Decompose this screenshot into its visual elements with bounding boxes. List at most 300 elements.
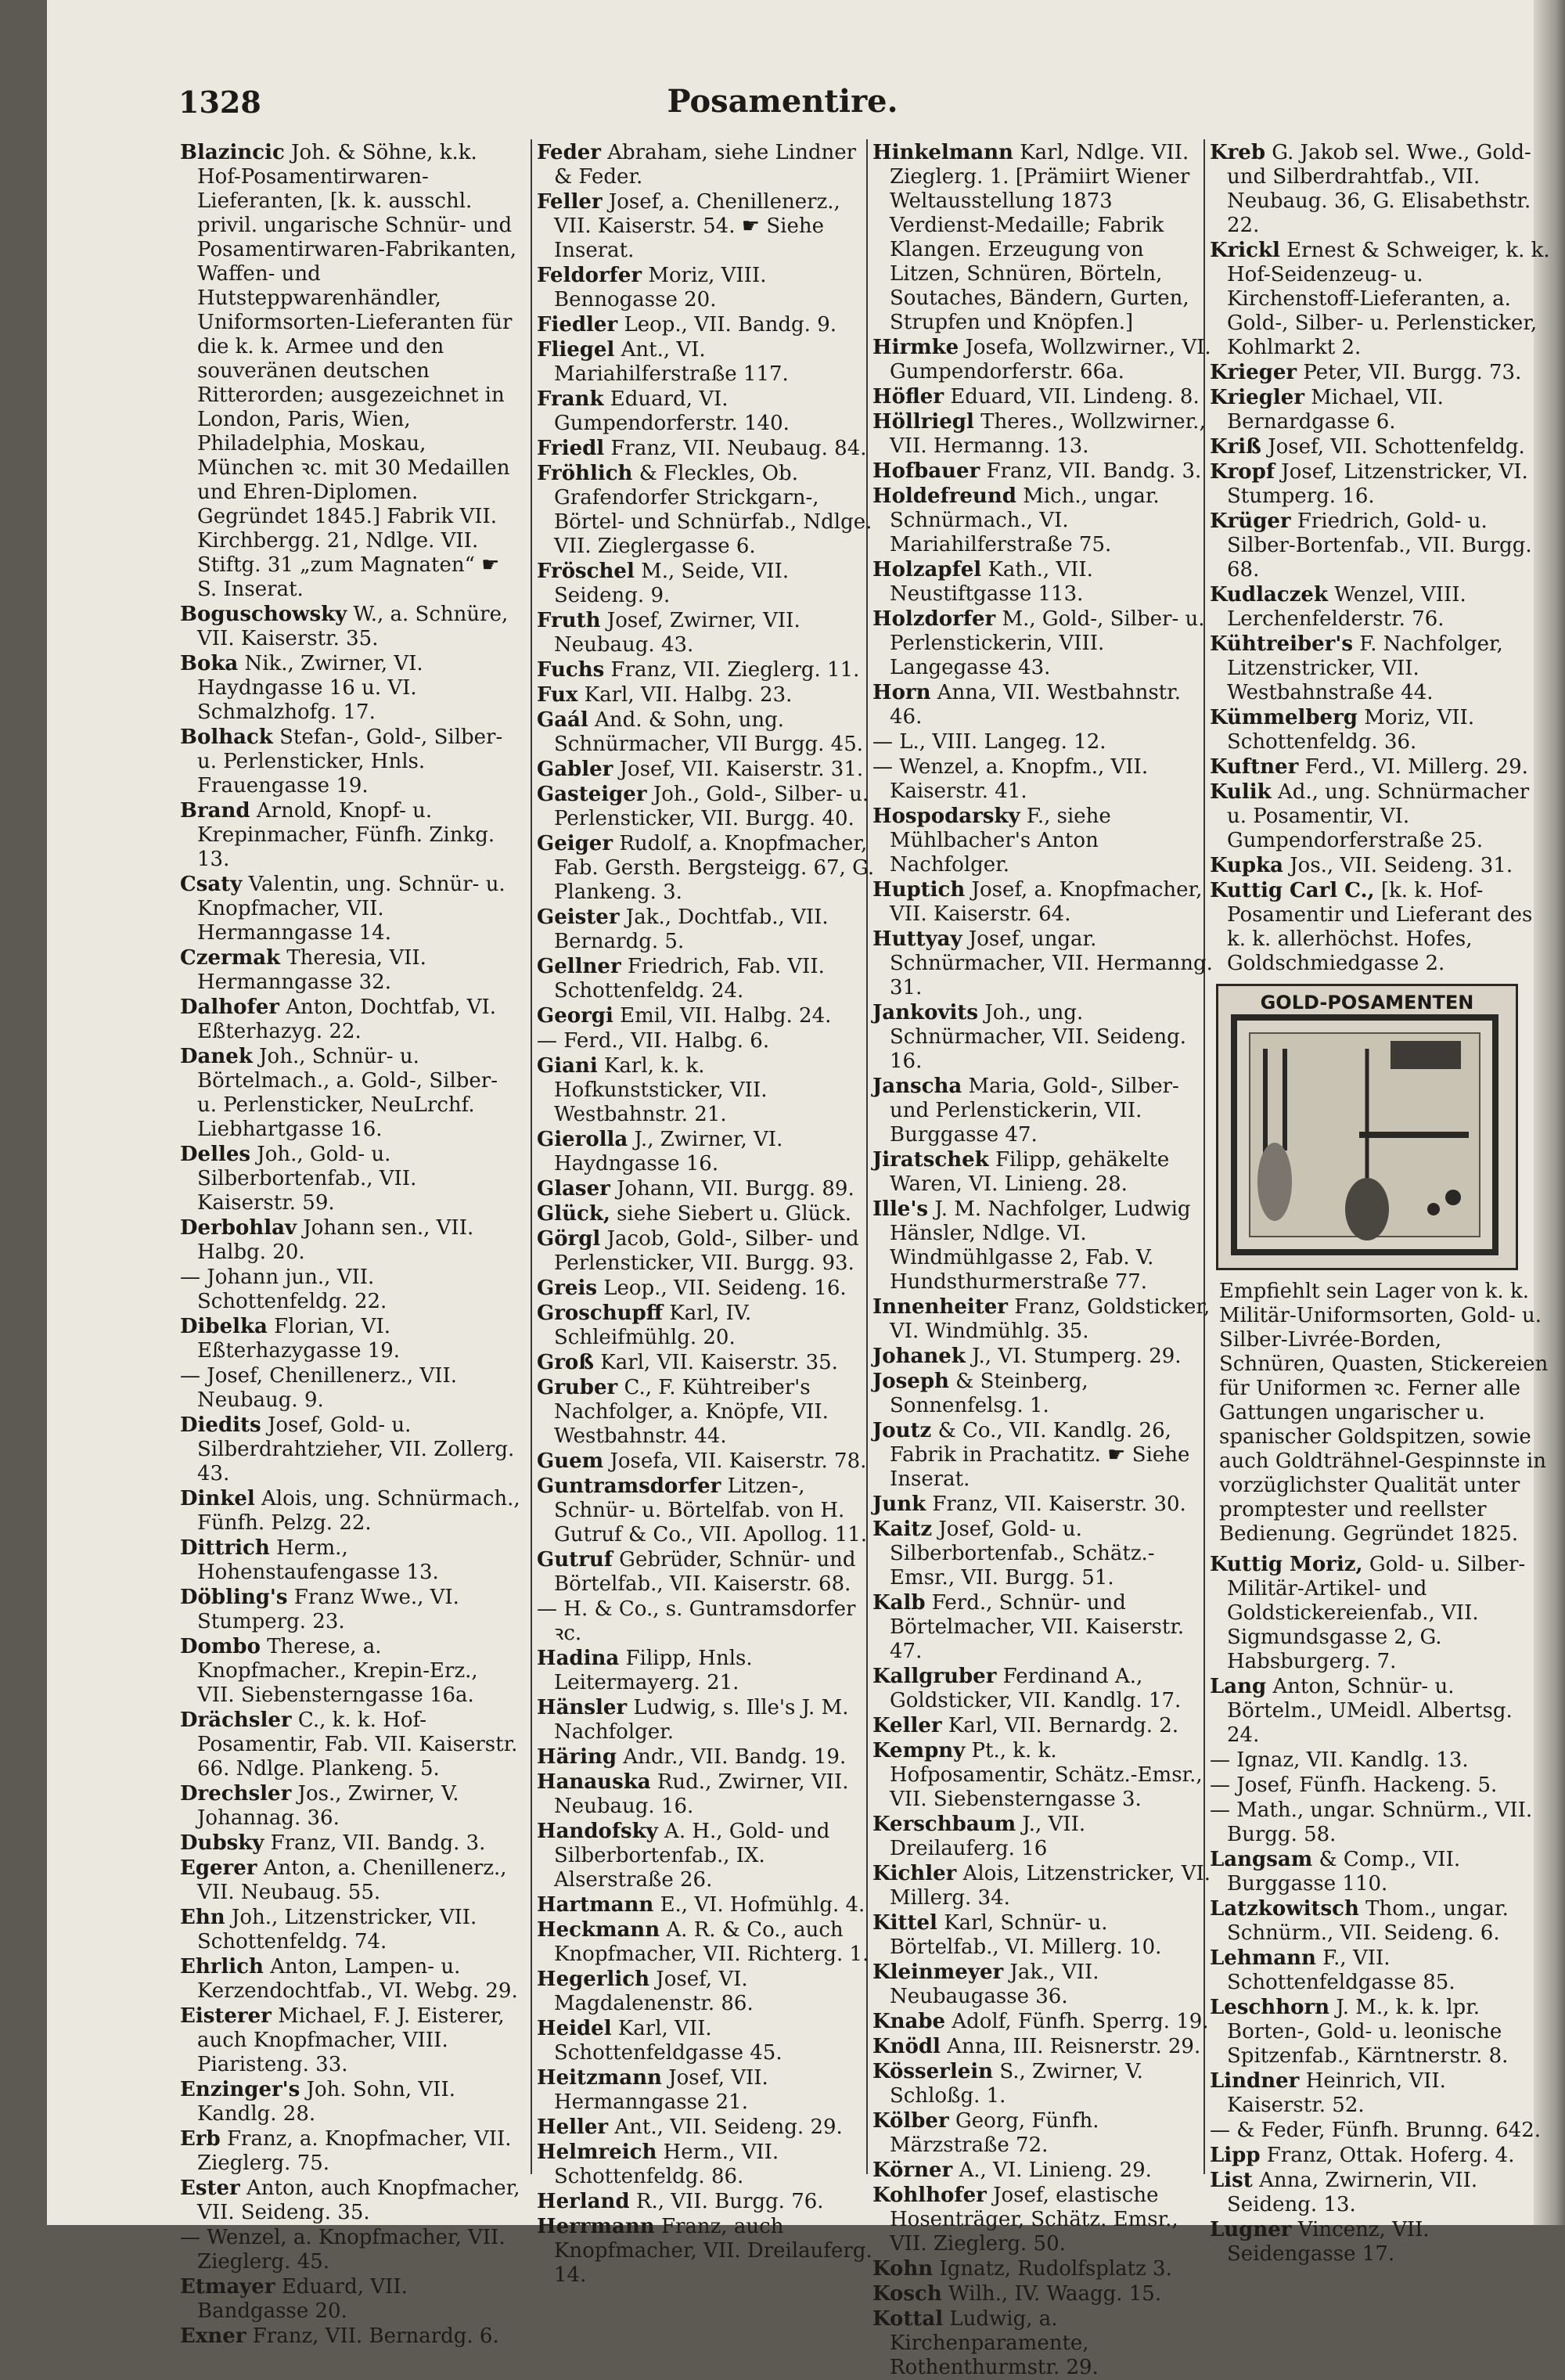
directory-entry <box>872 1345 1214 1369</box>
entry-name: Kottal <box>872 2307 944 2331</box>
entry-text: Eduard, VII. Lindeng. 8. <box>950 385 1200 409</box>
entry-text: — Wenzel, a. Knopfmacher, VII. Zieglerg. 45. <box>180 2226 505 2274</box>
entry-text: Joh., Litzenstricker, VII. Schottenfeldg. 74. <box>197 1906 477 1953</box>
entry-text: Alois, ung. Schnürmach., Fünfh. Pelzg. 22. <box>197 1487 520 1535</box>
directory-entry <box>872 1911 1214 1960</box>
entry-text: Jak., Dochtfab., VII. Bernardg. 5. <box>554 906 829 953</box>
entry-name: Hanauska <box>537 1770 651 1794</box>
entry-text: F., VII. Schottenfeldgasse 85. <box>1227 1946 1455 1994</box>
entry-name: Dibelka <box>180 1315 268 1338</box>
directory-entry <box>180 726 521 798</box>
entry-name: Gabler <box>537 758 613 781</box>
entry-text: Franz, VII. Bandg. 3. <box>986 459 1202 483</box>
directory-entry <box>872 1075 1214 1147</box>
entry-text: — Johann jun., VII. Schottenfeldg. 22. <box>180 1266 387 1313</box>
directory-entry <box>537 1474 878 1547</box>
directory-entry <box>180 946 521 995</box>
directory-entry <box>537 758 878 782</box>
entry-name: Kühtreiber's <box>1210 632 1353 656</box>
entry-name: Fliegel <box>537 338 615 362</box>
entry-text: Ernest & Schweiger, k. k. Hof-Seidenzeug- u. Kirchenstoff-Lieferanten, a. Gold-, Silber- u. Perlensticker, Kohlmarkt 2. <box>1227 239 1550 359</box>
directory-entry <box>872 2307 1214 2380</box>
entry-name: Feller <box>537 190 603 214</box>
directory-entry <box>1210 1897 1551 1946</box>
entry-name: Delles <box>180 1143 251 1166</box>
entry-text: & Co., VII. Kandlg. 26, Fabrik in Prachatitz. ☛ Siehe Inserat. <box>890 1419 1190 1491</box>
entry-text: Theresia, VII. Hermanngasse 32. <box>197 946 426 994</box>
entry-text: Ferd., Schnür- und Börtelmacher, VII. Kaiserstr. 47. <box>890 1591 1185 1663</box>
directory-entry <box>872 878 1214 927</box>
directory-entry <box>1210 1553 1551 1674</box>
directory-entry <box>180 1906 521 1954</box>
entry-name: Holzdorfer <box>872 607 996 631</box>
entry-text: J., Zwirner, VI. Haydngasse 16. <box>554 1128 783 1176</box>
entry-name: Glaser <box>537 1177 610 1201</box>
entry-text: Eduard, VI. Gumpendorferstr. 140. <box>554 387 790 435</box>
directory-entry <box>537 658 878 682</box>
entry-name: Hinkelmann <box>872 141 1013 164</box>
directory-entry <box>180 2275 521 2324</box>
directory-entry <box>537 2115 878 2140</box>
entry-name: Döbling's <box>180 1586 288 1609</box>
directory-entry <box>180 652 521 725</box>
entry-name: Kupka <box>1210 854 1283 877</box>
directory-entry <box>1210 141 1551 238</box>
entry-text: Joh. Sohn, VII. Kandlg. 28. <box>197 2078 455 2126</box>
entry-name: Derbohlav <box>180 1216 297 1240</box>
entry-name: Dombo <box>180 1635 261 1658</box>
entry-name: Innenheiter <box>872 1295 1008 1319</box>
directory-entry <box>537 955 878 1003</box>
directory-entry <box>872 1518 1214 1590</box>
entry-text: J. M., k. k. lpr. Borten-, Gold- u. leonische Spitzenfab., Kärntnerstr. 8. <box>1227 1996 1509 2068</box>
entry-name: Greis <box>537 1276 597 1300</box>
entry-text: Anna, VII. Westbahnstr. 46. <box>890 681 1181 729</box>
directory-entry <box>872 410 1214 459</box>
entry-name: Dubsky <box>180 1831 264 1855</box>
directory-entry <box>1210 755 1551 780</box>
directory-entry <box>1210 2144 1551 2168</box>
entry-text: Franz, VII. Bandg. 3. <box>270 1831 486 1855</box>
directory-entry <box>872 1419 1214 1492</box>
entry-name: Ehrlich <box>180 1955 264 1979</box>
entry-name: Guntramsdorfer <box>537 1474 721 1498</box>
entry-name: Kempny <box>872 1739 966 1762</box>
directory-entry <box>537 609 878 657</box>
directory-entry <box>872 1370 1214 1418</box>
directory-entry <box>1210 854 1551 878</box>
entry-text: Gold- u. Silber-Militär-Artikel- und Goldstickereienfab., VII. Sigmundsgasse 2, G. Habsburgerg. 7. <box>1227 1553 1526 1673</box>
entry-text: & Steinberg, Sonnenfelsg. 1. <box>890 1370 1088 1417</box>
directory-entry <box>180 1487 521 1536</box>
entry-name: Joutz <box>872 1419 932 1442</box>
entry-name: Dinkel <box>180 1487 255 1510</box>
entry-text: Josef, Zwirner, VII. Neubaug. 43. <box>554 609 800 657</box>
directory-entry <box>537 338 878 387</box>
entry-text: Joh. & Söhne, k.k. Hof-Posamentirwaren-Lieferanten, [k. k. ausschl. privil. ungarische Schnür- und Posamentirwaren-Fabrikanten, Waffen- und Hutsteppwarenhändler, Uniformsorten-Lieferanten für die k. k. Armee und den souveränen deutschen Ritterorden; ausgezeichnet in London, Paris, Wien, Philadelphia, Moskau, München ꝛc. mit 30 Medaillen und Ehren-Diplomen. Gegründet 1845.] Fabrik VII. Kirchbergg. 21, Ndlge. VII. Stiftg. 31 „zum Magnaten“ ☛ S. Inserat. <box>197 141 517 601</box>
entry-name: Knödl <box>872 2035 941 2058</box>
entry-text: Mich., ungar. Schnürmach., VI. Mariahilferstraße 75. <box>890 484 1160 556</box>
entry-name: Boguschowsky <box>180 603 347 626</box>
directory-entry <box>180 2226 521 2274</box>
entry-text: C., k. k. Hof-Posamentir, Fab. VII. Kaiserstr. 66. Ndlge. Plankeng. 5. <box>197 1708 518 1780</box>
entry-name: Krickl <box>1210 239 1280 262</box>
entry-name: Hänsler <box>537 1696 628 1719</box>
entry-name: Fuchs <box>537 658 605 682</box>
entry-text: Anton, a. Chenillenerz., VII. Neubaug. 55. <box>197 1856 507 1904</box>
entry-name: Lugner <box>1210 2218 1292 2241</box>
entry-text: siehe Siebert u. Glück. <box>617 1202 851 1226</box>
entry-name: Gutruf <box>537 1548 613 1572</box>
entry-name: Gaál <box>537 708 588 732</box>
entry-name: Kleinmeyer <box>872 1961 1004 1984</box>
entry-text: Vincenz, VII. Seidengasse 17. <box>1227 2218 1430 2266</box>
entry-name: Ehn <box>180 1906 225 1929</box>
directory-entry <box>537 560 878 608</box>
directory-entry <box>537 1128 878 1176</box>
tassel-illustration-icon <box>1218 986 1511 1263</box>
entry-name: Krüger <box>1210 509 1291 533</box>
entry-name: Drechsler <box>180 1782 292 1806</box>
entry-name: Hirmke <box>872 336 959 359</box>
directory-entry <box>537 1696 878 1744</box>
entry-text: F. Nachfolger, Litzenstricker, VII. Westbahnstraße 44. <box>1227 632 1503 704</box>
directory-entry <box>180 1266 521 1314</box>
directory-entry <box>537 1351 878 1375</box>
directory-entry <box>872 927 1214 1000</box>
column-4 <box>1210 141 1551 2266</box>
entry-text: J. M. Nachfolger, Ludwig Hänsler, Ndlge. VI. Windmühlgasse 2, Fab. V. Hundsthurmerstraße 77. <box>890 1197 1191 1294</box>
entry-text: Josef, VII. Kaiserstr. 31. <box>619 758 864 781</box>
entry-text: R., VII. Burgg. 76. <box>635 2190 824 2213</box>
directory-entry <box>537 1029 878 1053</box>
entry-text: Franz, VII. Neubaug. 84. <box>610 437 867 460</box>
directory-entry <box>537 190 878 263</box>
entry-text: J., VII. Dreilauferg. 16 <box>890 1813 1086 1860</box>
directory-entry <box>537 1968 878 2016</box>
entry-name: Friedl <box>537 437 605 460</box>
entry-name: Frank <box>537 387 604 411</box>
directory-entry <box>1210 460 1551 509</box>
directory-entry <box>872 2159 1214 2183</box>
directory-entry <box>180 1143 521 1215</box>
entry-name: Herrmann <box>537 2215 655 2238</box>
directory-entry <box>872 336 1214 384</box>
entry-text: — & Feder, Fünfh. Brunng. 642. <box>1210 2119 1542 2142</box>
entry-text: Moriz, VII. Schottenfeldg. 36. <box>1227 706 1475 754</box>
directory-entry <box>180 1635 521 1708</box>
entry-text: Ferdinand A., Goldsticker, VII. Kandlg. 17. <box>890 1665 1182 1712</box>
directory-entry <box>180 1364 521 1413</box>
directory-entry <box>537 2215 878 2288</box>
entry-name: Heidel <box>537 2017 612 2040</box>
entry-name: Gasteiger <box>537 783 647 806</box>
entry-name: Langsam <box>1210 1848 1313 1871</box>
directory-entry <box>1210 583 1551 632</box>
directory-entry <box>872 2109 1214 2158</box>
entry-text: Emil, VII. Halbg. 24. <box>620 1004 832 1028</box>
entry-text: — Ferd., VII. Halbg. 6. <box>537 1029 770 1053</box>
entry-text: G. Jakob sel. Wwe., Gold- und Silberdrahtfab., VII. Neubaug. 36, G. Elisabethstr. 22. <box>1227 141 1531 237</box>
directory-entry <box>180 141 521 602</box>
entry-text: Josefa, Wollzwirner., VI. Gumpendorferstr. 66a. <box>890 336 1211 383</box>
directory-entry <box>1210 780 1551 853</box>
entry-name: Kaitz <box>872 1518 933 1541</box>
directory-entry <box>872 2257 1214 2281</box>
directory-entry <box>872 2035 1214 2059</box>
entry-name: Kümmelberg <box>1210 706 1358 729</box>
entry-name: Feder <box>537 141 601 164</box>
entry-text: Wilh., IV. Waagg. 15. <box>948 2282 1162 2306</box>
directory-entry <box>1210 2119 1551 2143</box>
directory-entry <box>872 558 1214 607</box>
entry-text: Herm., Hohenstaufengasse 13. <box>197 1536 439 1584</box>
entry-text: Arnold, Knopf- u. Krepinmacher, Fünfh. Zinkg. 13. <box>197 799 495 871</box>
entry-text: Josef, a. Chenillenerz., VII. Kaiserstr. 54. ☛ Siehe Inserat. <box>554 190 840 262</box>
directory-entry <box>872 1148 1214 1197</box>
entry-name: Drächsler <box>180 1708 292 1732</box>
entry-text: Adolf, Fünfh. Sperrg. 19. <box>952 2010 1209 2033</box>
entry-text: Anton, auch Knopfmacher, VII. Seideng. 35. <box>197 2177 520 2224</box>
directory-entry <box>872 2184 1214 2256</box>
entry-text: Johann, VII. Burgg. 89. <box>617 1177 854 1201</box>
entry-name: Huptich <box>872 878 966 902</box>
entry-text: Filipp, Hnls. Leitermayerg. 21. <box>554 1647 753 1694</box>
entry-name: Kölber <box>872 2109 949 2133</box>
entry-text: Leop., VII. Bandg. 9. <box>624 313 837 337</box>
entry-text: Josef, VII. Hermanngasse 21. <box>554 2066 768 2114</box>
entry-name: Feldorfer <box>537 264 642 287</box>
directory-entry <box>537 313 878 337</box>
entry-name: List <box>1210 2169 1253 2192</box>
directory-entry <box>180 1708 521 1781</box>
entry-text: Litzen-, Schnür- u. Börtelfab. von H. Gutruf & Co., VII. Apollog. 11. <box>554 1474 868 1546</box>
entry-text: — Wenzel, a. Knopfm., VII. Kaiserstr. 41. <box>872 755 1149 803</box>
entry-name: Eisterer <box>180 2004 272 2028</box>
entry-text: Friedrich, Fab. VII. Schottenfeldg. 24. <box>554 955 825 1003</box>
entry-name: Junk <box>872 1492 926 1516</box>
entry-text: Rudolf, a. Knopfmacher, Fab. Gersth. Bergsteigg. 67, G. Plankeng. 3. <box>554 832 875 904</box>
directory-entry <box>1210 2169 1551 2217</box>
entry-name: Kösserlein <box>872 2060 994 2083</box>
entry-text: Karl, k. k. Hofkunststicker, VII. Westbahnstr. 21. <box>554 1054 768 1126</box>
entry-text: Jacob, Gold-, Silber- und Perlensticker, VII. Burgg. 93. <box>554 1227 859 1275</box>
directory-entry <box>1210 1946 1551 1995</box>
directory-entry <box>537 1302 878 1350</box>
directory-entry <box>1210 2069 1551 2118</box>
directory-entry <box>180 1315 521 1363</box>
directory-entry <box>180 2004 521 2077</box>
directory-entry <box>872 2060 1214 2108</box>
entry-text: Anton, Dochtfab, VI. Eßterhazyg. 22. <box>197 996 496 1043</box>
entry-text: Moriz, VIII. Bennogasse 20. <box>554 264 767 311</box>
directory-entry <box>180 1782 521 1831</box>
entry-text: Karl, IV. Schleifmühlg. 20. <box>554 1302 752 1349</box>
entry-name: Jankovits <box>872 1001 979 1024</box>
directory-entry <box>180 1413 521 1486</box>
column-4-entries <box>1210 141 1551 976</box>
directory-entry <box>537 1177 878 1201</box>
entry-name: Ille's <box>872 1197 929 1221</box>
entry-text: Franz, VII. Kaiserstr. 30. <box>932 1492 1186 1516</box>
entry-text: Josefa, VII. Kaiserstr. 78. <box>610 1449 867 1473</box>
entry-text: Joh., Schnür- u. Börtelmach., a. Gold-, Silber- u. Perlensticker, NeuLrchf. Liebhartgasse 16. <box>197 1045 498 1141</box>
entry-name: Kuftner <box>1210 755 1299 779</box>
entry-name: Höllriegl <box>872 410 974 434</box>
directory-entry <box>537 462 878 559</box>
entry-name: Jiratschek <box>872 1148 989 1172</box>
entry-name: Giani <box>537 1054 598 1078</box>
directory-entry <box>180 603 521 651</box>
entry-text: Valentin, ung. Schnür- u. Knopfmacher, VII. Hermanngasse 14. <box>197 873 505 945</box>
directory-entry <box>537 1647 878 1695</box>
entry-text: Therese, a. Knopfmacher., Krepin-Erz., VII. Siebensterngasse 16a. <box>197 1635 478 1707</box>
entry-name: Csaty <box>180 873 243 896</box>
directory-entry <box>872 459 1214 484</box>
entry-name: Lang <box>1210 1675 1267 1698</box>
directory-entry <box>872 1714 1214 1738</box>
entry-text: Andr., VII. Bandg. 19. <box>623 1745 847 1769</box>
entry-text: Heinrich, VII. Kaiserstr. 52. <box>1227 2069 1446 2117</box>
entry-name: Kreb <box>1210 141 1266 164</box>
entry-name: Kuttig Moriz, <box>1210 1553 1363 1576</box>
directory-entry <box>872 1961 1214 2009</box>
entry-name: Kallgruber <box>872 1665 997 1688</box>
directory-entry <box>180 2078 521 2126</box>
entry-name: Exner <box>180 2324 246 2348</box>
entry-name: Etmayer <box>180 2275 275 2299</box>
entry-name: Helmreich <box>537 2141 657 2164</box>
entry-name: Fux <box>537 683 578 707</box>
directory-entry <box>1210 879 1551 976</box>
entry-name: Guem <box>537 1449 604 1473</box>
entry-text: Ferd., VI. Millerg. 29. <box>1304 755 1528 779</box>
directory-entry <box>180 2177 521 2225</box>
entry-text: M., Seide, VII. Seideng. 9. <box>554 560 790 607</box>
entry-text: — Math., ungar. Schnürm., VII. Burgg. 58. <box>1210 1799 1533 1846</box>
entry-text: Peter, VII. Burgg. 73. <box>1303 361 1522 384</box>
entry-name: Häring <box>537 1745 617 1769</box>
directory-entry <box>537 1597 878 1646</box>
entry-name: Ester <box>180 2177 240 2200</box>
entry-name: Kosch <box>872 2282 942 2306</box>
entry-text: Josef, Gold- u. Silberbortenfab., Schätz.-Emsr., VII. Burgg. 51. <box>890 1518 1155 1590</box>
entry-text: & Fleckles, Ob. Grafendorfer Strickgarn-, Börtel- und Schnürfab., Ndlge. VII. Zieglergasse 6. <box>554 462 872 558</box>
entry-text: Josef, Gold- u. Silberdrahtzieher, VII. Zollerg. 43. <box>197 1413 515 1485</box>
directory-entry <box>872 1492 1214 1517</box>
directory-entry <box>537 2190 878 2214</box>
entry-name: Kittel <box>872 1911 937 1935</box>
entry-name: Kulik <box>1210 780 1272 804</box>
column-rule <box>531 139 532 2174</box>
entry-name: Heckmann <box>537 1918 660 1942</box>
entry-text: Rud., Zwirner, VII. Neubaug. 16. <box>554 1770 849 1818</box>
entry-name: Kohn <box>872 2257 934 2281</box>
entry-text: & Comp., VII. Burggasse 110. <box>1227 1848 1461 1896</box>
entry-name: Geiger <box>537 832 613 855</box>
column-4-entries-continued <box>1210 1553 1551 2267</box>
directory-entry <box>872 1591 1214 1664</box>
entry-text: Josef, Litzenstricker, VI. Stumperg. 16. <box>1227 460 1528 508</box>
entry-name: Erb <box>180 2127 221 2151</box>
directory-entry <box>1210 1848 1551 1896</box>
directory-entry <box>1210 1773 1551 1798</box>
directory-entry <box>872 2282 1214 2306</box>
directory-entry <box>872 385 1214 409</box>
entry-name: Geister <box>537 906 620 929</box>
entry-name: Groschupff <box>537 1302 664 1325</box>
entry-name: Janscha <box>872 1075 962 1098</box>
entry-text: — Josef, Chenillenerz., VII. Neubaug. 9. <box>180 1364 458 1412</box>
directory-entry <box>872 681 1214 729</box>
entry-name: Lehmann <box>1210 1946 1316 1970</box>
directory-entry <box>537 1054 878 1127</box>
directory-entry <box>180 1045 521 1142</box>
entry-text: Ant., VII. Seideng. 29. <box>614 2115 843 2139</box>
entry-name: Hartmann <box>537 1893 654 1917</box>
page-number: 1328 <box>178 85 261 120</box>
directory-entry <box>180 996 521 1044</box>
entry-name: Hadina <box>537 1647 620 1670</box>
entry-text: Anton, Schnür- u. Börtelm., UMeidl. Albertsg. 24. <box>1227 1675 1513 1747</box>
entry-name: Kalb <box>872 1591 926 1615</box>
entry-text: And. & Sohn, ung. Schnürmacher, VII Burgg. 45. <box>554 708 864 756</box>
entry-text: Jak., VII. Neubaugasse 36. <box>890 1961 1099 2008</box>
entry-text: Franz, VII. Zieglerg. 11. <box>610 658 860 682</box>
directory-entry <box>537 1227 878 1276</box>
entry-name: Latzkowitsch <box>1210 1897 1359 1921</box>
entry-text: Alois, Litzenstricker, VI. Millerg. 34. <box>890 1862 1211 1910</box>
directory-entry <box>872 607 1214 680</box>
directory-entry <box>872 2010 1214 2034</box>
directory-entry <box>537 437 878 461</box>
entry-name: Kriegler <box>1210 386 1305 409</box>
entry-text: Franz, Goldsticker, VI. Windmühlg. 35. <box>890 1295 1211 1343</box>
entry-text: Josef, VII. Schottenfeldg. <box>1268 435 1525 459</box>
directory-entry <box>1210 2218 1551 2267</box>
directory-entry <box>872 1862 1214 1910</box>
entry-text: Jos., Zwirner, V. Johannag. 36. <box>197 1782 459 1830</box>
directory-entry <box>537 1004 878 1028</box>
entry-name: Herland <box>537 2190 630 2213</box>
entry-text: M., Gold-, Silber- u. Perlenstickerin, VIII. Langegasse 43. <box>890 607 1205 679</box>
directory-entry <box>180 1536 521 1585</box>
entry-text: Johann sen., VII. Halbg. 20. <box>197 1216 474 1264</box>
entry-name: Bolhack <box>180 726 273 749</box>
entry-name: Hofbauer <box>872 459 980 483</box>
entry-name: Kudlaczek <box>1210 583 1328 607</box>
directory-entry <box>537 1449 878 1474</box>
entry-text: Wenzel, VIII. Lerchenfelderstr. 76. <box>1227 583 1466 631</box>
entry-name: Kuttig Carl C., <box>1210 879 1375 902</box>
entry-text: Florian, VI. Eßterhazygasse 19. <box>197 1315 401 1363</box>
entry-text: Franz, auch Knopfmacher, VII. Dreilauferg. 14. <box>554 2215 872 2287</box>
entry-text: E., VI. Hofmühlg. 4. <box>660 1893 865 1917</box>
entry-text: Karl, VII. Bernardg. 2. <box>948 1714 1179 1737</box>
entry-name: Krieger <box>1210 361 1297 384</box>
directory-entry <box>537 783 878 831</box>
directory-entry <box>537 1745 878 1770</box>
entry-name: Glück, <box>537 1202 610 1226</box>
entry-text: Ludwig, s. Ille's J. M. Nachfolger. <box>554 1696 849 1744</box>
directory-entry <box>872 141 1214 335</box>
entry-name: Groß <box>537 1351 594 1374</box>
entry-name: Fröhlich <box>537 462 633 485</box>
entry-name: Gierolla <box>537 1128 628 1151</box>
entry-name: Danek <box>180 1045 253 1068</box>
directory-entry <box>1210 361 1551 385</box>
directory-entry <box>872 1197 1214 1294</box>
